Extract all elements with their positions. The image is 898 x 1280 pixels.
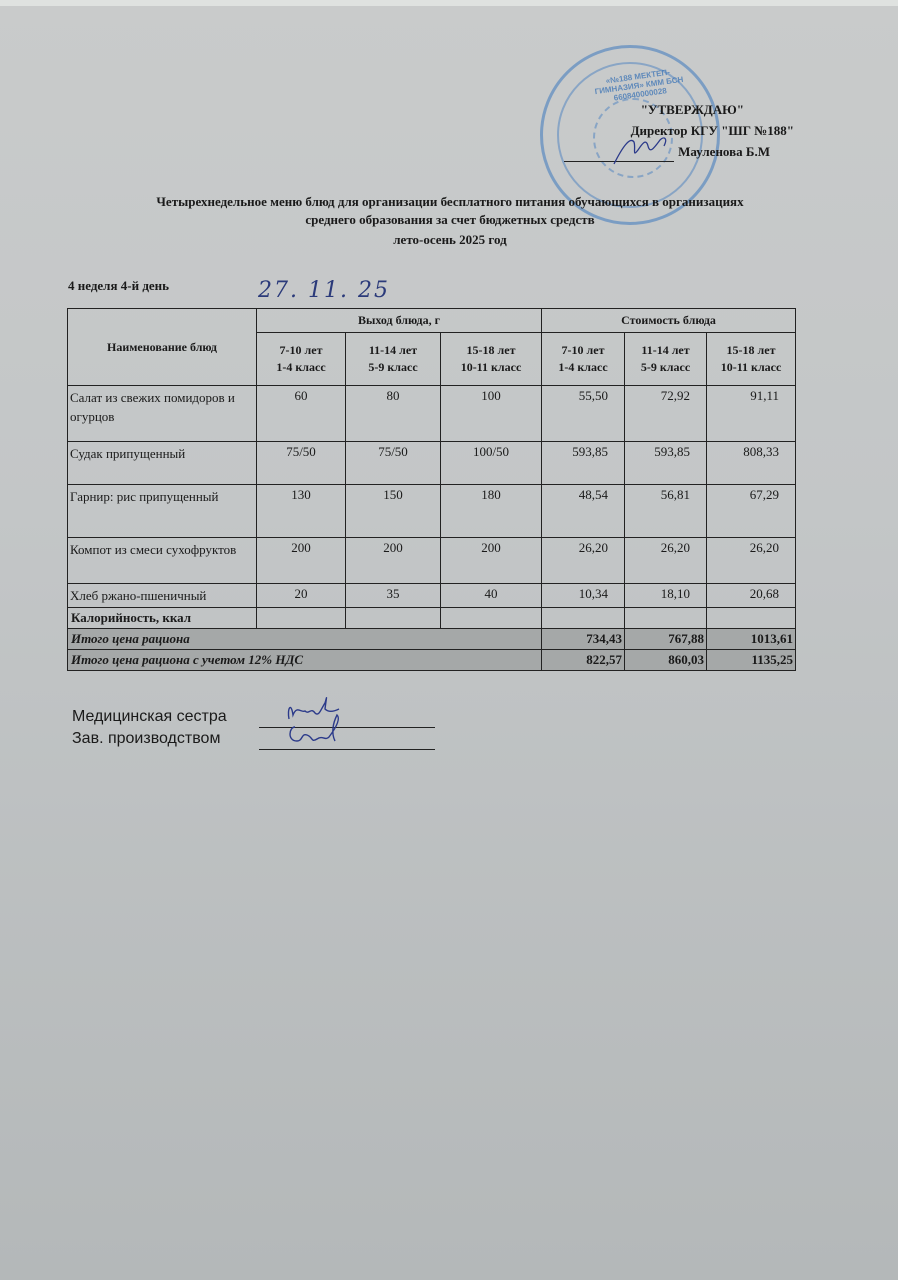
title-line-1: Четырехнедельное меню блюд для организации бесплатного питания обучающихся в организациях	[156, 194, 744, 209]
dish-name: Салат из свежих помидоров и огурцов	[68, 386, 257, 442]
empty-cell	[257, 608, 346, 629]
calories-label: Калорийность, ккал	[68, 608, 257, 629]
empty-cell	[346, 608, 441, 629]
yield-cell: 80	[346, 386, 441, 442]
total-vat-cell: 1135,25	[707, 650, 796, 671]
nurse-signature-row	[72, 706, 435, 728]
empty-cell	[625, 608, 707, 629]
dish-name: Хлеб ржано-пшеничный	[68, 584, 257, 608]
cost-cell: 26,20	[542, 538, 625, 584]
cost-cell: 26,20	[625, 538, 707, 584]
cost-cell: 56,81	[625, 485, 707, 538]
title-line-2: среднего образования за счет бюджетных средств	[305, 212, 595, 227]
table-row	[68, 485, 796, 538]
total-cost-cell: 1013,61	[707, 629, 796, 650]
table-row	[68, 584, 796, 608]
yield-cell: 100	[441, 386, 542, 442]
dish-name: Компот из смеси сухофруктов	[68, 538, 257, 584]
cost-cell: 593,85	[542, 442, 625, 485]
total-vat-label: Итого цена рациона с учетом 12% НДС	[68, 650, 542, 671]
production-head-signature-row	[72, 728, 435, 750]
yield-cell: 20	[257, 584, 346, 608]
subheader-cell: 15-18 лет 10-11 класс	[707, 333, 796, 386]
yield-cell: 150	[346, 485, 441, 538]
total-row	[68, 629, 796, 650]
cost-cell: 55,50	[542, 386, 625, 442]
document-title	[60, 193, 840, 249]
yield-cell: 200	[257, 538, 346, 584]
nurse-label: Медицинская сестра	[72, 708, 227, 725]
table-row	[68, 442, 796, 485]
empty-cell	[707, 608, 796, 629]
cost-cell: 26,20	[707, 538, 796, 584]
yield-cell: 60	[257, 386, 346, 442]
subheader-cell: 11-14 лет 5-9 класс	[625, 333, 707, 386]
yield-cell: 180	[441, 485, 542, 538]
title-line-3: лето-осень 2025 год	[393, 232, 507, 247]
table-header-row	[68, 309, 796, 333]
header-yield-group: Выход блюда, г	[257, 309, 542, 333]
cost-cell: 593,85	[625, 442, 707, 485]
total-label: Итого цена рациона	[68, 629, 542, 650]
approval-heading: "УТВЕРЖДАЮ"	[640, 102, 744, 117]
table-row	[68, 538, 796, 584]
total-vat-cell: 860,03	[625, 650, 707, 671]
yield-cell: 100/50	[441, 442, 542, 485]
signature-block	[72, 706, 435, 750]
header-dish-name: Наименование блюд	[68, 309, 257, 386]
approval-position: Директор КГУ "ШГ №188"	[630, 123, 794, 138]
cost-cell: 48,54	[542, 485, 625, 538]
subheader-cell: 7-10 лет 1-4 класс	[257, 333, 346, 386]
week-day-label: 4 неделя 4-й день	[68, 278, 170, 293]
subheader-cell: 15-18 лет 10-11 класс	[441, 333, 542, 386]
total-vat-cell: 822,57	[542, 650, 625, 671]
table-row	[68, 386, 796, 442]
cost-cell: 67,29	[707, 485, 796, 538]
header-cost-group: Стоимость блюда	[542, 309, 796, 333]
dish-name: Гарнир: рис припущенный	[68, 485, 257, 538]
page-top-edge	[0, 0, 898, 6]
yield-cell: 40	[441, 584, 542, 608]
production-head-signature-icon	[281, 711, 371, 747]
cost-cell: 91,11	[707, 386, 796, 442]
stamp-text: «№188 МЕКТЕП-ГИМНАЗИЯ» КММ БСН 660840000028	[594, 67, 684, 103]
director-signature-icon	[612, 128, 672, 168]
total-cost-cell: 767,88	[625, 629, 707, 650]
cost-cell: 10,34	[542, 584, 625, 608]
total-cost-cell: 734,43	[542, 629, 625, 650]
handwritten-date: 27. 11. 25	[258, 278, 390, 303]
cost-cell: 20,68	[707, 584, 796, 608]
yield-cell: 130	[257, 485, 346, 538]
cost-cell: 72,92	[625, 386, 707, 442]
empty-cell	[441, 608, 542, 629]
calories-row	[68, 608, 796, 629]
yield-cell: 200	[346, 538, 441, 584]
menu-table	[67, 308, 796, 671]
yield-cell: 35	[346, 584, 441, 608]
cost-cell: 18,10	[625, 584, 707, 608]
production-head-signature-line	[259, 731, 435, 750]
subheader-cell: 7-10 лет 1-4 класс	[542, 333, 625, 386]
empty-cell	[542, 608, 625, 629]
total-vat-row	[68, 650, 796, 671]
director-name: Мауленова Б.М	[678, 144, 770, 159]
dish-name: Судак припущенный	[68, 442, 257, 485]
production-head-label: Зав. производством	[72, 730, 221, 747]
yield-cell: 200	[441, 538, 542, 584]
yield-cell: 75/50	[257, 442, 346, 485]
cost-cell: 808,33	[707, 442, 796, 485]
yield-cell: 75/50	[346, 442, 441, 485]
subheader-cell: 11-14 лет 5-9 класс	[346, 333, 441, 386]
